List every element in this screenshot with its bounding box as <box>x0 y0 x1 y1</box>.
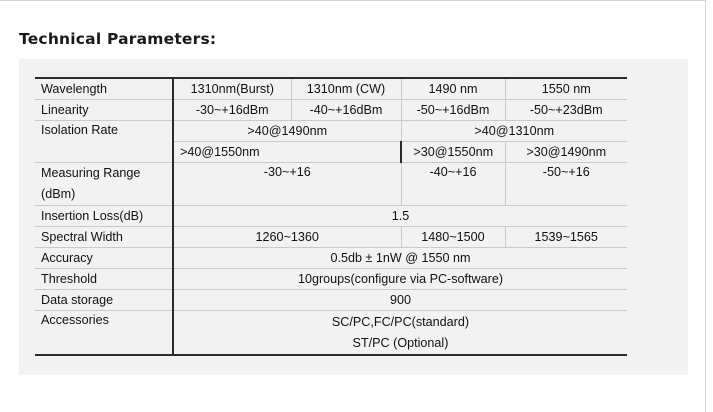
top-divider <box>0 0 705 1</box>
table-row-isolation <box>35 121 627 142</box>
cell: >40@1550nm <box>173 142 401 163</box>
row-label-spectral-width: Spectral Width <box>35 227 173 248</box>
cell: 1550 nm <box>505 78 627 100</box>
cell: 1539~1565 <box>505 227 627 248</box>
table-row-accessories <box>35 311 627 356</box>
cell: 1310nm(Burst) <box>173 78 291 100</box>
row-label-measuring-range <box>35 163 173 206</box>
cell: 1260~1360 <box>173 227 401 248</box>
cell: >40@1490nm <box>173 121 401 142</box>
cell: 1490 nm <box>401 78 505 100</box>
technical-parameters-table <box>35 77 627 356</box>
cell: 0.5db ± 1nW @ 1550 nm <box>173 248 627 269</box>
row-label-linearity: Linearity <box>35 100 173 121</box>
cell: >40@1310nm <box>401 121 627 142</box>
cell: -40~+16dBm <box>291 100 401 121</box>
row-label-wavelength: Wavelength <box>35 78 173 100</box>
row-label-accuracy: Accuracy <box>35 248 173 269</box>
cell: -50~+16 <box>505 163 627 206</box>
section-heading: Technical Parameters: <box>19 30 217 48</box>
cell: 900 <box>173 290 627 311</box>
row-label-isolation: Isolation Rate <box>35 121 173 163</box>
cell: -40~+16 <box>401 163 505 206</box>
label-line: Measuring Range <box>41 166 141 180</box>
table-row-data-storage <box>35 290 627 311</box>
cell: -30~+16dBm <box>173 100 291 121</box>
table-row-insertion-loss <box>35 206 627 227</box>
table-row-threshold <box>35 269 627 290</box>
accessory-line: SC/PC,FC/PC(standard) <box>331 314 470 329</box>
table-row-linearity <box>35 100 627 121</box>
row-label-insertion-loss: Insertion Loss(dB) <box>35 206 173 227</box>
table-row-spectral-width <box>35 227 627 248</box>
row-label-accessories: Accessories <box>35 311 173 356</box>
cell: 1310nm (CW) <box>291 78 401 100</box>
row-label-data-storage: Data storage <box>35 290 173 311</box>
row-label-threshold: Threshold <box>35 269 173 290</box>
cell: 10groups(configure via PC-software) <box>173 269 627 290</box>
cell: >30@1490nm <box>505 142 627 163</box>
cell: 1.5 <box>173 206 627 227</box>
cell: >30@1550nm <box>401 142 505 163</box>
cell: -50~+16dBm <box>401 100 505 121</box>
accessory-line: ST/PC (Optional) <box>352 335 449 350</box>
table-row-accuracy <box>35 248 627 269</box>
cell <box>173 311 627 356</box>
right-divider <box>705 0 706 412</box>
table-row-wavelength <box>35 78 627 100</box>
cell: 1480~1500 <box>401 227 505 248</box>
cell: -50~+23dBm <box>505 100 627 121</box>
cell: -30~+16 <box>173 163 401 206</box>
table-row-measuring-range <box>35 163 627 206</box>
label-line: (dBm) <box>41 187 76 201</box>
